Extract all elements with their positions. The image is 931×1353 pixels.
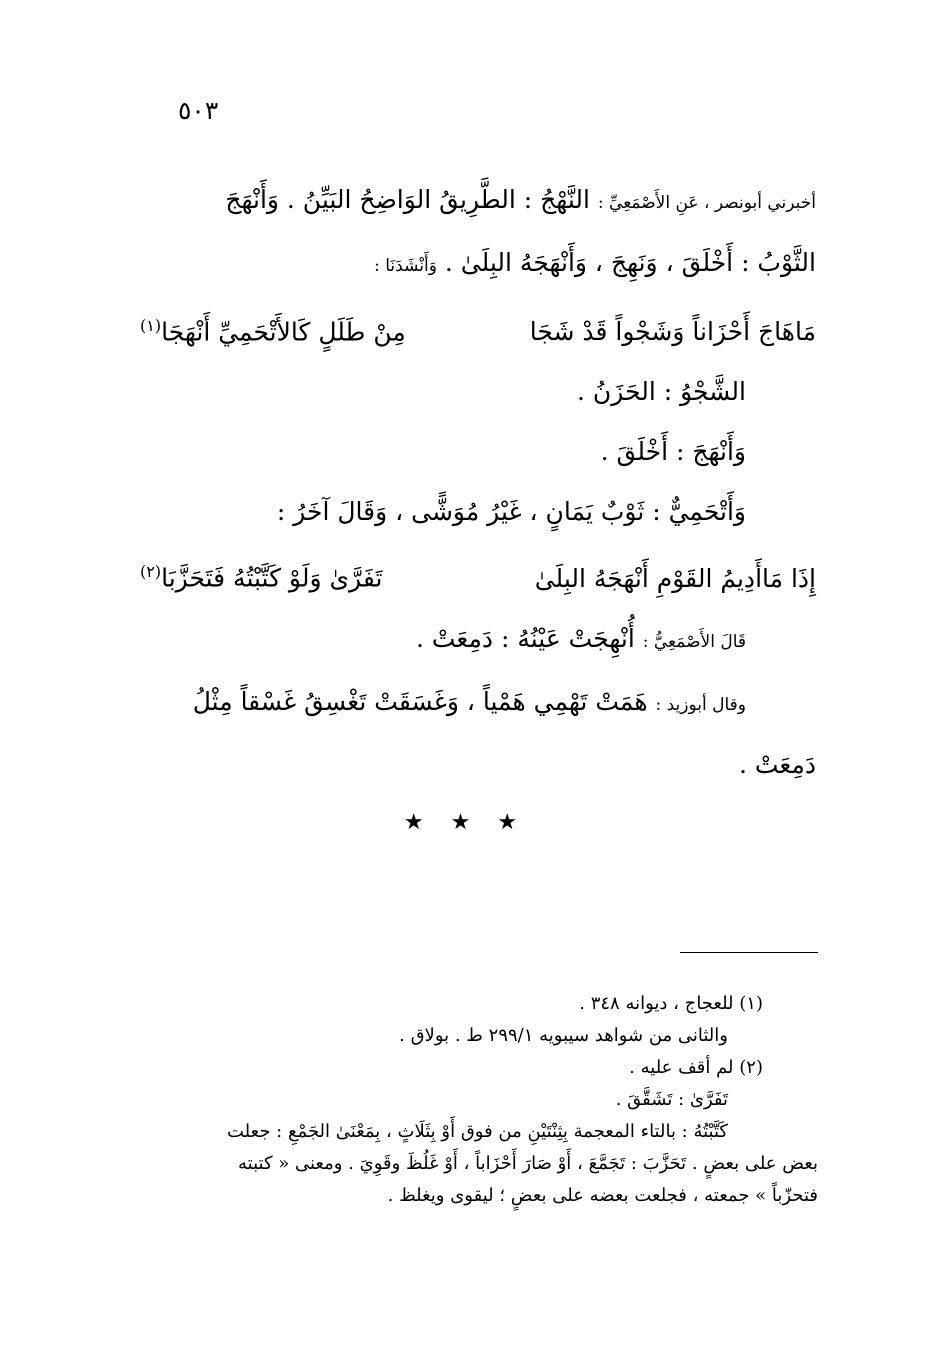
gloss-2: وَأَنْهَجَ : أَخْلَقَ . <box>600 437 746 467</box>
paragraph-3-text: هَمَتْ تَهْمِي هَمْياً ، وَغَسَقَتْ تَغْسِقُ غَسْقاً مِثْلُ <box>192 686 648 716</box>
footnote-ref-1: (١) <box>140 316 162 335</box>
paragraph-3-lead: وقال أبوزيد : <box>655 694 746 715</box>
page-number: ٥٠٣ <box>178 96 219 125</box>
paragraph-1-line-2-text: الثَّوْبُ : أَخْلَقَ ، وَنَهِجَ ، وَأَنْهَجَهُ البِلَىٰ . <box>444 248 816 277</box>
footnote-2-line-4: بعض على بعضٍ . تَحَزَّبَ : تَجَمَّعَ ، أَوْ صَارَ أَحْزَاباً ، أَوْ غَلُظَ وقَوِيَ . ومعنى « كتبته <box>238 1153 818 1174</box>
footnote-1-line-1: (١) للعجاج ، ديوانه ٣٤٨ . <box>579 993 763 1014</box>
gloss-1: الشَّجْوُ : الحَزَنُ . <box>577 377 746 407</box>
paragraph-3-line-1 <box>130 672 816 735</box>
footnotes <box>148 988 818 1212</box>
footnote-2-line-1: (٢) لم أقف عليه . <box>629 1057 763 1078</box>
footnote-2-line-5: فتحزّباً » جمعته ، فجلعت بعضه على بعضٍ ؛ ليقوى ويغلظ . <box>387 1185 818 1206</box>
verse-1-second-hemistich <box>130 296 406 362</box>
verse-2-first-hemistich: إِذَا مَاأَدِيمُ القَوْمِ أَنْهَجَهُ البِلَىٰ <box>534 563 816 593</box>
paragraph-2 <box>130 609 816 672</box>
paragraph-1-line-1 <box>130 170 816 233</box>
section-separator: ★ ★ ★ <box>403 810 528 835</box>
paragraph-1-line-2-lead: وَأَنْشَدَنَا : <box>374 256 437 276</box>
main-text <box>130 170 816 795</box>
verse-1 <box>130 296 816 362</box>
footnote-1-line-2: والثانى من شواهد سيبويه ٢٩٩/١ ط . بولاق . <box>399 1025 728 1046</box>
paragraph-3-line-2: دَمِعَتْ . <box>738 749 816 779</box>
verse-1-second-text: مِنْ طَلَلٍ كَالأَتْحَمِيِّ أَنْهَجَا <box>161 317 406 347</box>
verse-1-first-hemistich: مَاهَاجَ أَحْزَاناً وَشَجْواً قَدْ شَجَا <box>529 317 816 347</box>
paragraph-2-text: أُنْهِجَتْ عَيْنُهُ : دَمِعَتْ . <box>415 623 635 653</box>
verse-2-second-hemistich <box>130 542 382 608</box>
footnote-ref-2: (٢) <box>140 562 162 582</box>
paragraph-1-line-2 <box>130 233 816 296</box>
footnote-2-line-3: كَتَّبْتُهُ : بالتاء المعجمة بِثِنْتَيْنِ من فوق أَوْ بِثَلَاثٍ ، بِمَعْنَىٰ الجَمْعِ : جعلت <box>227 1121 728 1142</box>
paragraph-2-lead: قَالَ الأَصْمَعِيُّ : <box>642 631 746 652</box>
gloss-3: وَأَتْحَمِيٌّ : ثَوْبٌ يَمَانٍ ، غَيْرُ مُوَشًّى ، وَقَالَ آخَرُ : <box>276 497 746 527</box>
verse-2 <box>130 542 816 608</box>
verse-2-second-text: تَفَرَّىٰ وَلَوْ كَتَّبْتُهُ فَتَحَزَّبَا <box>161 563 383 593</box>
paragraph-1-lead: أخبرني أبونصر ، عَنِ الأَصْمَعِيِّ : <box>597 193 816 213</box>
footnote-2-line-2: تَفَرَّىٰ : تَشَقَّقَ . <box>615 1089 728 1110</box>
footnote-rule <box>680 952 818 953</box>
paragraph-1-text: النَّهْجُ : الطَّرِيقُ الوَاضِحُ البَيِّنُ . وَأَنْهَجَ <box>225 185 590 214</box>
